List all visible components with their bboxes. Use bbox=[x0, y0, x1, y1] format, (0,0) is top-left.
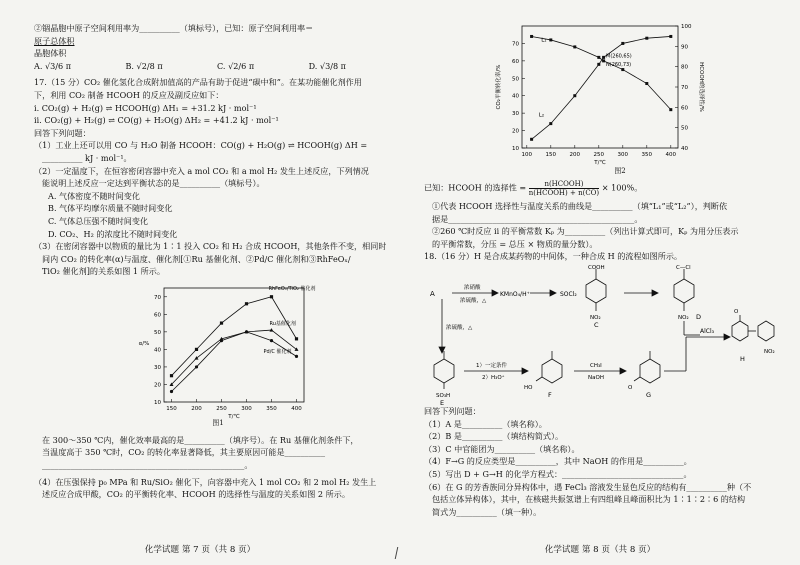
scheme-a: A bbox=[430, 289, 435, 298]
fig2-point-1-2 bbox=[573, 94, 576, 97]
scheme-no2-h: NO₂ bbox=[764, 348, 775, 355]
fig2-point-1-0 bbox=[530, 138, 533, 141]
figure-2-chart bbox=[488, 20, 708, 170]
fig2-point-0-6 bbox=[645, 82, 648, 85]
fig2-series-line-0 bbox=[532, 36, 671, 109]
fig1-ylabel: α/% bbox=[138, 340, 150, 347]
q17-4-1: ①代表 HCOOH 选择性与温度关系的曲线是__________（填“L₁”或“L₂”），判断依 bbox=[432, 201, 728, 211]
fig2-point-0-7 bbox=[669, 108, 672, 111]
fig1-point-0-2 bbox=[220, 321, 223, 324]
fig2-ytick-right-label-2: 60 bbox=[681, 105, 688, 112]
fig2-annotation-n: N(260,73) bbox=[606, 62, 632, 69]
fig1-ytick-label-2: 30 bbox=[154, 364, 161, 371]
fig2-ytick-right-label-3: 70 bbox=[681, 85, 688, 91]
q16-option-b: B. √2/8 π bbox=[125, 60, 163, 71]
fig2-xtick-label-3: 250 bbox=[593, 152, 605, 158]
fig2-ytick-left-label-2: 30 bbox=[512, 111, 519, 118]
q18-sub-2: （2）B 是__________（填结构简式）。 bbox=[424, 431, 564, 442]
fig2-ytick-right-label-0: 40 bbox=[681, 146, 688, 152]
q17-title: 17.（15 分）CO₂ 催化氢化合成附加值高的产品有助于促进“碳中和”。在某功能催化剂作用 bbox=[34, 77, 362, 88]
q18-sub-6-b: 包括立体异构体），其中，在核磁共振氢谱上有四组峰且峰面积比为 1∶1∶2∶6 的结构 bbox=[432, 494, 746, 505]
scheme-cooh: COOH bbox=[588, 264, 605, 271]
fig2-point-0-0 bbox=[530, 35, 533, 38]
q17-part2: （2）一定温度下，在恒容密闭容器中充入 a mol CO₂ 和 a mol H₂ 发生上述反应，下列情况 bbox=[34, 165, 369, 176]
fig2-point-0-1 bbox=[549, 38, 552, 41]
q17-part3-c: TiO₂ 催化剂]的关系如图 1 所示。 bbox=[42, 266, 165, 277]
fig2-series-label-1: L₂ bbox=[538, 112, 545, 119]
q17-4-2: ②260 ℃时反应 ⅱ 的平衡常数 Kₚ 为__________（列出计算式即可，Kₚ 为用分压表示 bbox=[432, 226, 739, 237]
fig1-point-2-0 bbox=[170, 390, 173, 393]
fig2-point-1-5 bbox=[621, 42, 624, 45]
scheme-no2-c: NO₂ bbox=[590, 314, 601, 321]
fig1-ytick-label-0: 10 bbox=[154, 399, 161, 406]
q17-part2-option-b: B. 气体平均摩尔质量不随时间变化 bbox=[48, 203, 173, 214]
scheme-f-label: F bbox=[548, 390, 552, 399]
fig1-xtick-label-3: 300 bbox=[241, 405, 252, 412]
fig1-ytick-label-3: 40 bbox=[154, 347, 161, 354]
scheme-h-label: H bbox=[740, 354, 745, 363]
scheme-alcl3: AlCl₃ bbox=[700, 327, 715, 335]
q17-intro: 下，利用 CO₂ 制备 HCOOH 的反应及副反应如下： bbox=[34, 89, 224, 100]
q17-part1: （1）工业上还可以用 CO 与 H₂O 制备 HCOOH：CO(g) + H₂O(g) ⇌ HCOOH(g) ΔH = bbox=[34, 140, 368, 151]
scheme-o-h: O bbox=[734, 308, 739, 315]
footer-page-7: 化学试题 第 7 页（共 8 页） bbox=[144, 545, 256, 555]
fig2-ytick-right-label-6: 100 bbox=[681, 24, 692, 30]
fig1-ytick-label-1: 20 bbox=[154, 382, 161, 389]
fig2-ytick-left-label-3: 40 bbox=[512, 93, 519, 100]
q18-ask: 回答下列问题： bbox=[424, 405, 481, 416]
q16-option-a: A. √3/6 π bbox=[34, 60, 72, 71]
selectivity-definition: 已知：HCOOH 的选择性 = $\frac{\text{n(HCOOH)}}{\text{n(HCOOH) + n(CO)}} \times 100\%$。 bbox=[424, 180, 643, 197]
fig1-point-0-4 bbox=[270, 295, 273, 298]
figure-2-caption: 图2 bbox=[614, 167, 626, 175]
fig2-point-0-2 bbox=[573, 45, 576, 48]
fig2-point-1-6 bbox=[645, 37, 648, 40]
q17-part2-option-a: A. 气体密度不随时间变化 bbox=[48, 190, 140, 201]
fig2-xtick-label-1: 150 bbox=[545, 152, 557, 158]
q17-part3-b: 间内 CO₂ 的转化率(α)与温度、催化剂[①Ru 基催化剂、②Pd/C 催化剂和③RhFeOₓ/ bbox=[42, 253, 351, 264]
q17-reaction-2: ⅱ. CO₂(g) + H₂(g) ⇌ CO(g) + H₂O(g) ΔH₂ = +41.2 kJ · mol⁻¹ bbox=[34, 115, 279, 126]
q18-sub-6-c: 简式为__________（填一种）。 bbox=[432, 506, 542, 517]
fig1-ytick-label-5: 60 bbox=[154, 312, 161, 319]
q18-sub-4: （4）F→G 的反应类型是__________，其中 NaOH 的作用是__________。 bbox=[424, 456, 692, 467]
fig2-xtick-label-5: 350 bbox=[641, 152, 653, 158]
q18-sub-3: （3）C 中官能团为__________（填名称）。 bbox=[424, 443, 580, 454]
fig1-series-label-2: Pd/C 催化剂 bbox=[263, 348, 292, 355]
fig2-point-0-4 bbox=[602, 59, 605, 62]
scheme-o: O bbox=[628, 384, 633, 391]
q17-part3-d: 在 300～350 ℃内，催化效率最高的是__________（填序号）。在 Ru 基催化剂条件下， bbox=[42, 434, 359, 445]
fig1-frame bbox=[164, 288, 304, 402]
fig2-frame bbox=[522, 26, 678, 148]
scheme-h2so4-b: 浓硫酸，△ bbox=[446, 324, 473, 331]
q17-reaction-1: ⅰ. CO₂(g) + H₂(g) ⇌ HCOOH(g) ΔH₁ = +31.2 kJ · mol⁻¹ bbox=[34, 102, 257, 113]
fig2-point-1-7 bbox=[669, 35, 672, 38]
fig2-ytick-right-label-4: 80 bbox=[681, 64, 688, 71]
q17-part3: （3）在密闭容器中以物质的量比为 1∶1 投入 CO₂ 和 H₂ 合成 HCOOH，其他条件不变，相同时 bbox=[34, 241, 386, 252]
fig2-point-0-5 bbox=[621, 68, 624, 71]
scheme-socl2: SOCl₂ bbox=[560, 290, 577, 298]
q17-part1-blank: __________ kJ · mol⁻¹。 bbox=[42, 152, 132, 163]
figure-1-chart bbox=[136, 280, 316, 420]
fig1-point-0-1 bbox=[195, 348, 198, 351]
fig2-point-0-3 bbox=[597, 56, 600, 59]
q18-sub-6: （6）在 G 的芳香族同分异构体中，遇 FeCl₃ 溶液发生显色反应的结构有__________种（不 bbox=[424, 481, 752, 492]
q17-part3-e: 当温度高于 350 ℃时，CO₂ 的转化率显著降低，其主要原因可能是__________ bbox=[42, 447, 326, 458]
scheme-nitration: 浓硝酸 bbox=[464, 284, 481, 291]
fig2-annotation-m: M(260,65) bbox=[606, 53, 632, 60]
fig2-ylabel-left: CO₂平衡转化率/% bbox=[496, 64, 502, 110]
fig1-series-label-1: Ru基催化剂 bbox=[269, 320, 296, 327]
q17-part2-b: 能说明上述反应一定达到平衡状态的是__________（填标号）。 bbox=[42, 178, 265, 189]
fig1-series-label-0: RhFeOₓ/TiO₂ 催化剂 bbox=[268, 285, 316, 292]
q17-part3-f: __________________________________________________。 bbox=[42, 460, 253, 471]
fig2-ytick-left-label-1: 20 bbox=[512, 128, 519, 135]
q18-sub-5: （5）写出 D + G→H 的化学方程式：______________________________。 bbox=[424, 468, 692, 479]
scheme-c-label: C bbox=[594, 320, 599, 329]
fig1-xlabel: T/℃ bbox=[228, 413, 240, 420]
fig1-ytick-label-6: 70 bbox=[154, 294, 161, 301]
fig2-ytick-right-label-1: 50 bbox=[681, 125, 688, 132]
scheme-e-label: E bbox=[440, 398, 445, 405]
fig2-ytick-left-label-5: 60 bbox=[512, 58, 519, 65]
fig2-xtick-label-6: 400 bbox=[665, 152, 677, 158]
scheme-h2so4: 浓硫酸，△ bbox=[460, 297, 487, 304]
fig2-ylabel-right: HCOOH的选择性/% bbox=[698, 62, 704, 112]
scheme-so3h: SO₃H bbox=[436, 392, 451, 399]
q17-part2-option-c: C. 气体总压强不随时间变化 bbox=[48, 215, 149, 226]
q16-option-c: C. √2/6 π bbox=[217, 60, 255, 71]
fig1-point-2-2 bbox=[220, 339, 223, 342]
scheme-hydrolysis: 2）H₃O⁺ bbox=[482, 374, 505, 381]
q16-option-d: D. √3/8 π bbox=[308, 60, 346, 71]
q17-part2-option-d: D. CO₂、H₂ 的浓度比不随时间变化 bbox=[48, 228, 178, 239]
fig1-point-2-3 bbox=[245, 330, 248, 333]
scheme-naoh: NaOH bbox=[588, 374, 604, 381]
synthesis-scheme bbox=[424, 265, 780, 405]
scheme-d-label: D bbox=[696, 312, 702, 321]
fig2-xlabel: T/℃ bbox=[594, 160, 606, 166]
footer-page-8: 化学试题 第 8 页（共 8 页） bbox=[544, 545, 656, 555]
fig1-point-2-5 bbox=[295, 355, 298, 358]
fig1-xtick-label-4: 350 bbox=[266, 405, 277, 412]
fig1-point-0-5 bbox=[295, 337, 298, 340]
q17-part4-b: 述反应合成甲酸，CO₂ 的平衡转化率、HCOOH 的选择性与温度的关系如图 2 所示。 bbox=[42, 489, 350, 500]
fig2-ytick-left-label-6: 70 bbox=[512, 41, 519, 48]
q17-4-1-b: 据是______________________________________________。 bbox=[432, 213, 643, 224]
fig2-series-line-1 bbox=[532, 36, 671, 139]
fig1-point-2-4 bbox=[270, 339, 273, 342]
fig2-series-label-0: L₁ bbox=[541, 37, 547, 44]
q18-title: 18.（16 分）H 是合成某药物的中间体，一种合成 H 的流程如图所示。 bbox=[424, 251, 683, 262]
fig2-ytick-left-label-0: 10 bbox=[512, 146, 519, 152]
scheme-g-label: G bbox=[646, 390, 652, 399]
fig1-point-0-3 bbox=[245, 302, 248, 305]
fig1-xtick-label-2: 250 bbox=[216, 405, 227, 412]
q17-4-2-b: 的平衡常数，分压 = 总压 × 物质的量分数）。 bbox=[432, 238, 598, 249]
fig2-xtick-label-2: 200 bbox=[569, 152, 581, 158]
selectivity-fraction: $\frac{\text{n(HCOOH)}}{\text{n(HCOOH) + n(CO)}}$ bbox=[528, 180, 600, 197]
q16-options bbox=[34, 60, 386, 73]
scheme-cond: 1）一定条件 bbox=[476, 362, 507, 369]
q16-line: ②锢晶胞中原子空间利用率为__________（填标号），已知：原子空间利用率＝ bbox=[34, 23, 314, 33]
fig2-xtick-label-0: 100 bbox=[521, 152, 533, 158]
scheme-cocl: C—Cl bbox=[676, 264, 691, 271]
fig1-series-line-2 bbox=[172, 332, 297, 392]
q16-fraction-den: 晶胞体积 bbox=[34, 48, 67, 59]
fig2-ytick-left-label-4: 50 bbox=[512, 76, 519, 83]
q17-part4: （4）在压强保持 p₀ MPa 和 Ru/SiO₂ 催化下，向容器中充入 1 mol CO₂ 和 2 mol H₂ 发生上 bbox=[34, 476, 377, 487]
fig1-xtick-label-1: 200 bbox=[191, 405, 202, 412]
fig1-ytick-label-4: 50 bbox=[154, 329, 161, 336]
fig1-point-2-1 bbox=[195, 365, 198, 368]
figure-1-caption: 图1 bbox=[212, 418, 224, 427]
fig2-ytick-right-label-5: 90 bbox=[681, 44, 688, 51]
scheme-ch3i: CH₃I bbox=[590, 362, 602, 369]
fig2-xtick-label-4: 300 bbox=[617, 152, 629, 158]
fig1-xtick-label-0: 150 bbox=[166, 405, 177, 412]
q16-fraction-num: 原子总体积 bbox=[34, 35, 75, 46]
right-page bbox=[400, 0, 800, 565]
fig2-point-1-3 bbox=[597, 63, 600, 66]
q18-sub-1: （1）A 是__________（填名称）。 bbox=[424, 418, 547, 429]
fig1-xtick-label-5: 400 bbox=[291, 405, 302, 412]
scheme-ho: HO bbox=[524, 384, 533, 391]
fig1-series-line-1 bbox=[172, 330, 297, 384]
fig2-point-1-4 bbox=[602, 56, 605, 59]
scheme-no2-d: NO₂ bbox=[678, 314, 689, 321]
fig1-point-0-0 bbox=[170, 374, 173, 377]
fig2-point-1-1 bbox=[549, 122, 552, 125]
scheme-kmno4: KMnO₄/H⁺ bbox=[500, 290, 530, 298]
q17-ask: 回答下列问题： bbox=[34, 127, 91, 138]
